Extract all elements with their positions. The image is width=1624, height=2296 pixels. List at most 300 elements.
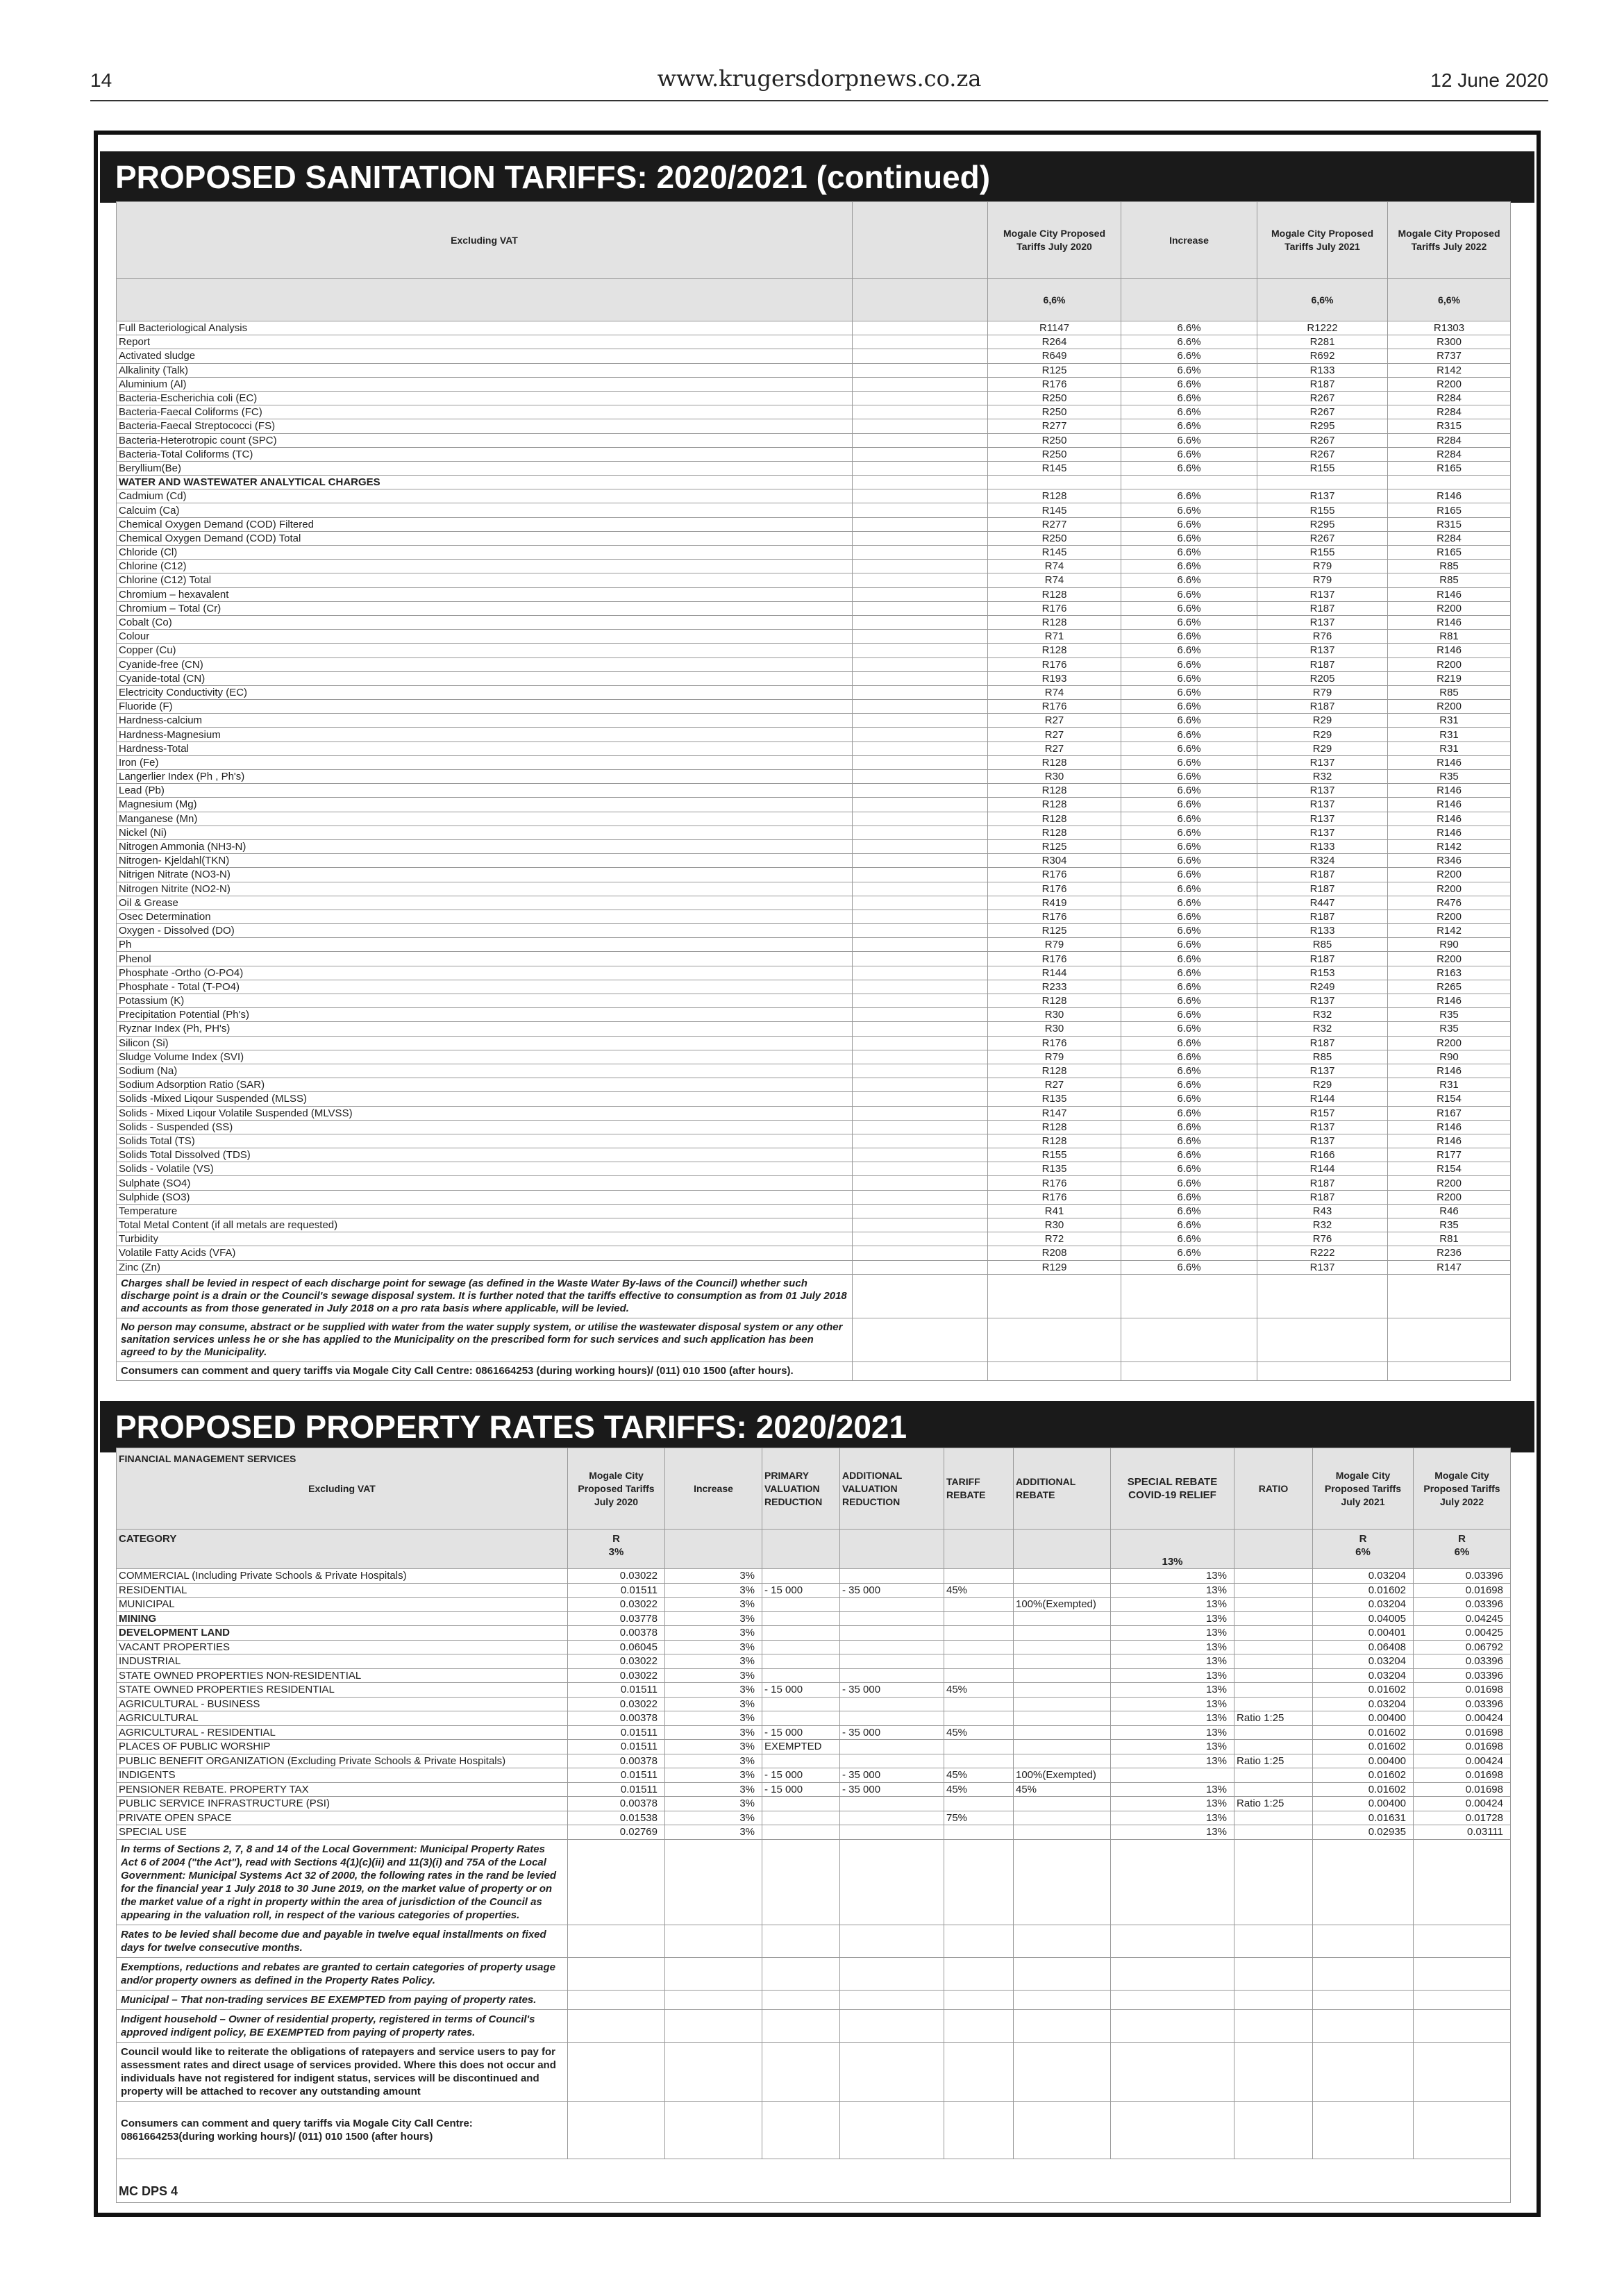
p-col-ratio: RATIO xyxy=(1234,1448,1313,1530)
tariff-2020: R128 xyxy=(988,615,1121,629)
sanitation-row xyxy=(117,615,1511,629)
item-name: Chemical Oxygen Demand (COD) Filtered xyxy=(117,517,853,531)
sanitation-note: Consumers can comment and query tariffs via Mogale City Call Centre: 0861664253 (during working hours)/ (011) 010 1500 (after hours). xyxy=(117,1361,853,1380)
category: MINING xyxy=(117,1611,568,1626)
empty xyxy=(853,405,988,419)
tariff-rebate: 45% xyxy=(944,1583,1014,1598)
tariff-2021: R155 xyxy=(1257,503,1388,517)
empty xyxy=(853,980,988,994)
additional-rebate xyxy=(1014,1754,1111,1768)
empty xyxy=(853,896,988,910)
increase: 6.6% xyxy=(1121,685,1257,699)
tariff-2022: 0.03396 xyxy=(1414,1668,1511,1683)
increase: 6.6% xyxy=(1121,503,1257,517)
tariff-2020: R145 xyxy=(988,503,1121,517)
sanitation-row xyxy=(117,868,1511,882)
tariff-2022: R165 xyxy=(1388,503,1511,517)
increase: 6.6% xyxy=(1121,910,1257,923)
sanitation-row xyxy=(117,700,1511,714)
tariff-2022: R165 xyxy=(1388,546,1511,560)
tariff-2021: R137 xyxy=(1257,784,1388,798)
ratio: Ratio 1:25 xyxy=(1234,1797,1313,1811)
empty xyxy=(853,728,988,741)
tariff-2022: 0.00425 xyxy=(1414,1626,1511,1641)
tariff-2020: 0.03022 xyxy=(568,1668,665,1683)
property-row xyxy=(117,1697,1511,1711)
tariff-2021: R29 xyxy=(1257,741,1388,755)
increase: 6.6% xyxy=(1121,924,1257,938)
empty xyxy=(853,1064,988,1078)
p-col-primary: PRIMARY VALUATION REDUCTION xyxy=(762,1448,840,1530)
empty xyxy=(853,644,988,657)
sanitation-row xyxy=(117,839,1511,853)
item-name: Nitrogen- Kjeldahl(TKN) xyxy=(117,854,853,868)
increase: 3% xyxy=(665,1697,762,1711)
increase: 6.6% xyxy=(1121,671,1257,685)
item-name: Cyanide-total (CN) xyxy=(117,671,853,685)
tariff-2022: R200 xyxy=(1388,601,1511,615)
empty xyxy=(853,489,988,503)
empty xyxy=(853,657,988,671)
item-name: Lead (Pb) xyxy=(117,784,853,798)
tariff-2020: R30 xyxy=(988,1022,1121,1036)
sanitation-row xyxy=(117,1078,1511,1092)
sanitation-row xyxy=(117,755,1511,769)
tariff-2022: R90 xyxy=(1388,1050,1511,1064)
item-name: Manganese (Mn) xyxy=(117,812,853,826)
empty xyxy=(853,321,988,335)
tariff-2021: R267 xyxy=(1257,531,1388,545)
tariff-2022: 0.01728 xyxy=(1414,1811,1511,1825)
item-name: Cobalt (Co) xyxy=(117,615,853,629)
category: DEVELOPMENT LAND xyxy=(117,1626,568,1641)
covid-rebate: 13% xyxy=(1111,1740,1234,1754)
increase: 3% xyxy=(665,1640,762,1654)
increase xyxy=(1121,476,1257,489)
sanitation-row xyxy=(117,433,1511,447)
additional-reduction xyxy=(840,1569,944,1584)
increase: 6.6% xyxy=(1121,391,1257,405)
tariff-2020: R147 xyxy=(988,1106,1121,1120)
tariff-2020: 0.06045 xyxy=(568,1640,665,1654)
tariff-2022: R236 xyxy=(1388,1246,1511,1260)
advert-code: MC DPS 4 xyxy=(117,2159,1511,2202)
sanitation-row xyxy=(117,1106,1511,1120)
empty xyxy=(853,854,988,868)
increase: 6.6% xyxy=(1121,573,1257,587)
tariff-2021: R137 xyxy=(1257,798,1388,812)
empty xyxy=(853,447,988,461)
tariff-2022 xyxy=(1388,476,1511,489)
empty xyxy=(853,812,988,826)
tariff-2022: R177 xyxy=(1388,1148,1511,1162)
item-name: Oxygen - Dissolved (DO) xyxy=(117,924,853,938)
item-name: Sulphide (SO3) xyxy=(117,1190,853,1204)
tariff-2020: R250 xyxy=(988,531,1121,545)
ratio xyxy=(1234,1611,1313,1626)
tariff-2021: 0.03204 xyxy=(1313,1654,1414,1669)
increase: 6.6% xyxy=(1121,349,1257,363)
cat-pct-2020: 3% xyxy=(608,1546,624,1558)
tariff-2022: R200 xyxy=(1388,377,1511,391)
item-name: Solids Total (TS) xyxy=(117,1134,853,1148)
tariff-2021: R76 xyxy=(1257,630,1388,644)
empty xyxy=(853,994,988,1008)
item-name: Nitrigen Nitrate (NO3-N) xyxy=(117,868,853,882)
empty xyxy=(853,517,988,531)
empty xyxy=(853,630,988,644)
empty xyxy=(853,601,988,615)
sanitation-row xyxy=(117,854,1511,868)
category: STATE OWNED PROPERTIES RESIDENTIAL xyxy=(117,1683,568,1698)
increase: 6.6% xyxy=(1121,728,1257,741)
sanitation-note: No person may consume, abstract or be supplied with water from the water supply system, or utilise the wastewater disposal system or any other sanitation services unless he or she has applied to the Municipality on the prescribed form for such services and such application has been agreed to by the Municipality. xyxy=(117,1318,853,1361)
tariff-2020: R155 xyxy=(988,1148,1121,1162)
tariff-2020: R176 xyxy=(988,377,1121,391)
tariff-2022: R146 xyxy=(1388,644,1511,657)
tariff-2021: R249 xyxy=(1257,980,1388,994)
increase: 6.6% xyxy=(1121,1008,1257,1022)
tariff-2022: R31 xyxy=(1388,741,1511,755)
increase: 6.6% xyxy=(1121,1148,1257,1162)
increase: 6.6% xyxy=(1121,980,1257,994)
sanitation-note: Charges shall be levied in respect of each discharge point for sewage (as defined in the Waste Water By-laws of the Council) whether such discharge point is a drain or the Council's sewage disposal system. It is further noted that the tariffs effective to consumption as from 01 July 2018 and accounts as from those generated in July 2018 on a pro rata basis where applicable, will be levied. xyxy=(117,1274,853,1318)
tariff-2021: R32 xyxy=(1257,1218,1388,1232)
covid-rebate: 13% xyxy=(1111,1711,1234,1726)
ratio: Ratio 1:25 xyxy=(1234,1711,1313,1726)
tariff-rebate xyxy=(944,1697,1014,1711)
ratio xyxy=(1234,1768,1313,1783)
covid-rebate: 13% xyxy=(1111,1654,1234,1669)
sanitation-row xyxy=(117,531,1511,545)
tariff-2021: R187 xyxy=(1257,910,1388,923)
empty xyxy=(853,966,988,980)
sanitation-row xyxy=(117,826,1511,839)
tariff-2021: R137 xyxy=(1257,826,1388,839)
sanitation-row xyxy=(117,1148,1511,1162)
tariff-2022: R200 xyxy=(1388,1190,1511,1204)
tariff-2020: R30 xyxy=(988,770,1121,784)
sanitation-row xyxy=(117,321,1511,335)
sanitation-row xyxy=(117,1120,1511,1134)
ratio xyxy=(1234,1640,1313,1654)
item-name: Solids Total Dissolved (TDS) xyxy=(117,1148,853,1162)
tariff-2022: 0.04245 xyxy=(1414,1611,1511,1626)
empty xyxy=(853,685,988,699)
tariff-2022: R300 xyxy=(1388,335,1511,349)
tariff-2020: 0.01511 xyxy=(568,1768,665,1783)
additional-reduction xyxy=(840,1697,944,1711)
tariff-2021: R29 xyxy=(1257,714,1388,728)
tariff-2020: R27 xyxy=(988,741,1121,755)
ratio xyxy=(1234,1583,1313,1598)
property-note: Indigent household – Owner of residential property, registered in terms of Council's approved indigent policy, BE EXEMPTED from paying of property rates. xyxy=(117,2009,568,2042)
empty xyxy=(853,419,988,433)
item-name: Iron (Fe) xyxy=(117,755,853,769)
ratio xyxy=(1234,1626,1313,1641)
sanitation-note-row xyxy=(117,1274,1511,1318)
tariff-rebate xyxy=(944,1626,1014,1641)
p-col-additional-rebate: ADDITIONAL REBATE xyxy=(1014,1448,1111,1530)
property-note-row xyxy=(117,1990,1511,2009)
increase: 6.6% xyxy=(1121,1022,1257,1036)
empty xyxy=(853,1134,988,1148)
sanitation-row xyxy=(117,980,1511,994)
tariff-2021: 0.06408 xyxy=(1313,1640,1414,1654)
sanitation-row xyxy=(117,741,1511,755)
item-name: Magnesium (Mg) xyxy=(117,798,853,812)
sanitation-row xyxy=(117,560,1511,573)
additional-rebate xyxy=(1014,1697,1111,1711)
tariff-2021: R187 xyxy=(1257,657,1388,671)
sanitation-row xyxy=(117,419,1511,433)
tariff-2021: 0.00400 xyxy=(1313,1754,1414,1768)
tariff-2021: R137 xyxy=(1257,587,1388,601)
tariff-2020: R1147 xyxy=(988,321,1121,335)
tariff-2022: R146 xyxy=(1388,994,1511,1008)
item-name: Phosphate -Ortho (O-PO4) xyxy=(117,966,853,980)
primary-reduction: - 15 000 xyxy=(762,1768,840,1783)
increase: 6.6% xyxy=(1121,1050,1257,1064)
tariff-2021: R32 xyxy=(1257,1008,1388,1022)
tariff-2021: R1222 xyxy=(1257,321,1388,335)
additional-reduction xyxy=(840,1740,944,1754)
sanitation-row xyxy=(117,476,1511,489)
tariff-2020: R128 xyxy=(988,798,1121,812)
tariff-2020: R145 xyxy=(988,546,1121,560)
tariff-2022: R146 xyxy=(1388,784,1511,798)
p-col-2021: Mogale City Proposed Tariffs July 2021 xyxy=(1313,1448,1414,1530)
category: MUNICIPAL xyxy=(117,1598,568,1612)
tariff-2020: R71 xyxy=(988,630,1121,644)
sanitation-row xyxy=(117,587,1511,601)
item-name: Bacteria-Total Coliforms (TC) xyxy=(117,447,853,461)
tariff-2020: R27 xyxy=(988,728,1121,741)
tariff-2021: R692 xyxy=(1257,349,1388,363)
covid-rebate: 13% xyxy=(1111,1569,1234,1584)
increase: 3% xyxy=(665,1668,762,1683)
ratio xyxy=(1234,1683,1313,1698)
sanitation-row xyxy=(117,671,1511,685)
empty xyxy=(853,714,988,728)
tariff-2020: R176 xyxy=(988,868,1121,882)
tariff-2020: R128 xyxy=(988,755,1121,769)
additional-reduction xyxy=(840,1626,944,1641)
p-col-2020: Mogale City Proposed Tariffs July 2020 xyxy=(568,1448,665,1530)
increase: 6.6% xyxy=(1121,363,1257,377)
fms-label: FINANCIAL MANAGEMENT SERVICES xyxy=(119,1453,296,1464)
tariff-2022: 0.01698 xyxy=(1414,1740,1511,1754)
tariff-2021: R85 xyxy=(1257,938,1388,952)
property-row xyxy=(117,1668,1511,1683)
tariff-2022: R85 xyxy=(1388,573,1511,587)
sanitation-row xyxy=(117,461,1511,475)
additional-rebate xyxy=(1014,1811,1111,1825)
category: AGRICULTURAL - RESIDENTIAL xyxy=(117,1725,568,1740)
property-row xyxy=(117,1754,1511,1768)
empty xyxy=(853,349,988,363)
item-name: Sodium (Na) xyxy=(117,1064,853,1078)
empty xyxy=(853,363,988,377)
tariff-2022: R200 xyxy=(1388,700,1511,714)
primary-reduction xyxy=(762,1668,840,1683)
item-name: Total Metal Content (if all metals are requested) xyxy=(117,1218,853,1232)
additional-reduction: - 35 000 xyxy=(840,1782,944,1797)
tariff-2021: R267 xyxy=(1257,405,1388,419)
tariff-2020: R79 xyxy=(988,938,1121,952)
tariff-2022: R85 xyxy=(1388,560,1511,573)
increase: 3% xyxy=(665,1569,762,1584)
tariff-2022: R284 xyxy=(1388,531,1511,545)
covid-rebate: 13% xyxy=(1111,1640,1234,1654)
property-row xyxy=(117,1825,1511,1840)
property-note: Council would like to reiterate the obligations of ratepayers and service users to pay for assessment rates and direct usage of services provided. Where this does not occur and individuals have not registered for indigent status, services will be discontinued and property will be attached to recover any outstanding amount xyxy=(117,2042,568,2101)
additional-rebate xyxy=(1014,1640,1111,1654)
primary-reduction xyxy=(762,1711,840,1726)
item-name: Chromium – Total (Cr) xyxy=(117,601,853,615)
sanitation-row xyxy=(117,517,1511,531)
tariff-2020: R176 xyxy=(988,1190,1121,1204)
tariff-2020: R79 xyxy=(988,1050,1121,1064)
tariff-2021: 0.01631 xyxy=(1313,1811,1414,1825)
item-name: Sodium Adsorption Ratio (SAR) xyxy=(117,1078,853,1092)
empty xyxy=(853,560,988,573)
sanitation-note-row xyxy=(117,1318,1511,1361)
empty xyxy=(853,391,988,405)
empty xyxy=(853,531,988,545)
item-name: Bacteria-Faecal Streptococci (FS) xyxy=(117,419,853,433)
empty xyxy=(853,1008,988,1022)
item-name: Silicon (Si) xyxy=(117,1036,853,1050)
tariff-2021: R187 xyxy=(1257,1190,1388,1204)
tariff-2022: 0.03396 xyxy=(1414,1654,1511,1669)
tariff-2022: 0.01698 xyxy=(1414,1583,1511,1598)
sanitation-row xyxy=(117,938,1511,952)
increase: 3% xyxy=(665,1740,762,1754)
sanitation-row xyxy=(117,1092,1511,1106)
tariff-2021: 0.01602 xyxy=(1313,1768,1414,1783)
tariff-2022: R315 xyxy=(1388,517,1511,531)
tariff-2022: R31 xyxy=(1388,728,1511,741)
tariff-2020: R128 xyxy=(988,994,1121,1008)
tariff-rebate: 45% xyxy=(944,1683,1014,1698)
increase: 6.6% xyxy=(1121,1064,1257,1078)
tariff-2020: 0.02769 xyxy=(568,1825,665,1840)
tariff-2020: R129 xyxy=(988,1260,1121,1274)
sanitation-row xyxy=(117,1218,1511,1232)
sanitation-row xyxy=(117,896,1511,910)
primary-reduction xyxy=(762,1754,840,1768)
col-2022-header: Mogale City Proposed Tariffs July 2022 xyxy=(1388,202,1511,279)
sanitation-row xyxy=(117,1246,1511,1260)
ratio xyxy=(1234,1782,1313,1797)
tariff-2021: R32 xyxy=(1257,770,1388,784)
tariff-2021: R144 xyxy=(1257,1162,1388,1176)
sanitation-header-row xyxy=(117,202,1511,279)
increase: 6.6% xyxy=(1121,798,1257,812)
category: INDUSTRIAL xyxy=(117,1654,568,1669)
additional-rebate: 45% xyxy=(1014,1782,1111,1797)
item-name: Chemical Oxygen Demand (COD) Total xyxy=(117,531,853,545)
tariff-rebate xyxy=(944,1797,1014,1811)
sanitation-row xyxy=(117,447,1511,461)
tariff-2022: 0.00424 xyxy=(1414,1754,1511,1768)
tariff-2020: R125 xyxy=(988,839,1121,853)
property-note: Exemptions, reductions and rebates are granted to certain categories of property usage and/or property owners as defined in the Property Rates Policy. xyxy=(117,1957,568,1990)
tariff-2022: R200 xyxy=(1388,1176,1511,1190)
additional-reduction: - 35 000 xyxy=(840,1683,944,1698)
tariff-rebate xyxy=(944,1825,1014,1840)
tariff-2020: 0.00378 xyxy=(568,1754,665,1768)
sanitation-row xyxy=(117,910,1511,923)
additional-rebate xyxy=(1014,1668,1111,1683)
increase: 6.6% xyxy=(1121,812,1257,826)
tariff-2021: 0.02935 xyxy=(1313,1825,1414,1840)
ratio xyxy=(1234,1725,1313,1740)
primary-reduction xyxy=(762,1654,840,1669)
primary-reduction: - 15 000 xyxy=(762,1782,840,1797)
tariff-rebate xyxy=(944,1754,1014,1768)
p-col-covid: SPECIAL REBATE COVID-19 RELIEF xyxy=(1111,1448,1234,1530)
empty xyxy=(853,335,988,349)
tariff-2020: R176 xyxy=(988,1036,1121,1050)
empty xyxy=(853,1190,988,1204)
item-name: Phosphate - Total (T-PO4) xyxy=(117,980,853,994)
item-name: Turbidity xyxy=(117,1232,853,1246)
increase: 6.6% xyxy=(1121,700,1257,714)
tariff-2022: 0.00424 xyxy=(1414,1711,1511,1726)
tariff-2020: 0.00378 xyxy=(568,1797,665,1811)
tariff-2021: R295 xyxy=(1257,517,1388,531)
property-row xyxy=(117,1626,1511,1641)
additional-rebate xyxy=(1014,1683,1111,1698)
page-header xyxy=(90,64,1548,97)
property-note: Municipal – That non-trading services BE EXEMPTED from paying of property rates. xyxy=(117,1990,568,2009)
increase: 3% xyxy=(665,1683,762,1698)
tariff-2020: R128 xyxy=(988,784,1121,798)
property-row xyxy=(117,1711,1511,1726)
empty xyxy=(853,1148,988,1162)
item-name: Aluminium (Al) xyxy=(117,377,853,391)
property-row xyxy=(117,1654,1511,1669)
increase: 3% xyxy=(665,1754,762,1768)
increase: 6.6% xyxy=(1121,938,1257,952)
tariff-2022: R146 xyxy=(1388,1120,1511,1134)
tariff-2022: R35 xyxy=(1388,770,1511,784)
tariff-2021: R187 xyxy=(1257,1176,1388,1190)
tariff-2022: R146 xyxy=(1388,587,1511,601)
sanitation-row xyxy=(117,1190,1511,1204)
tariff-2022: R200 xyxy=(1388,882,1511,896)
tariff-2021: R144 xyxy=(1257,1092,1388,1106)
category: SPECIAL USE xyxy=(117,1825,568,1840)
empty xyxy=(853,1078,988,1092)
tariff-2020: R419 xyxy=(988,896,1121,910)
increase: 3% xyxy=(665,1768,762,1783)
item-name: Alkalinity (Talk) xyxy=(117,363,853,377)
category: RESIDENTIAL xyxy=(117,1583,568,1598)
additional-rebate xyxy=(1014,1654,1111,1669)
tariff-2022: 0.00424 xyxy=(1414,1797,1511,1811)
category-row xyxy=(117,1530,1511,1569)
property-note-row xyxy=(117,2009,1511,2042)
tariff-2021: R187 xyxy=(1257,952,1388,966)
property-row xyxy=(117,1782,1511,1797)
tariff-2022: R200 xyxy=(1388,868,1511,882)
tariff-2021: R79 xyxy=(1257,560,1388,573)
item-name: Ph xyxy=(117,938,853,952)
covid-rebate: 13% xyxy=(1111,1725,1234,1740)
